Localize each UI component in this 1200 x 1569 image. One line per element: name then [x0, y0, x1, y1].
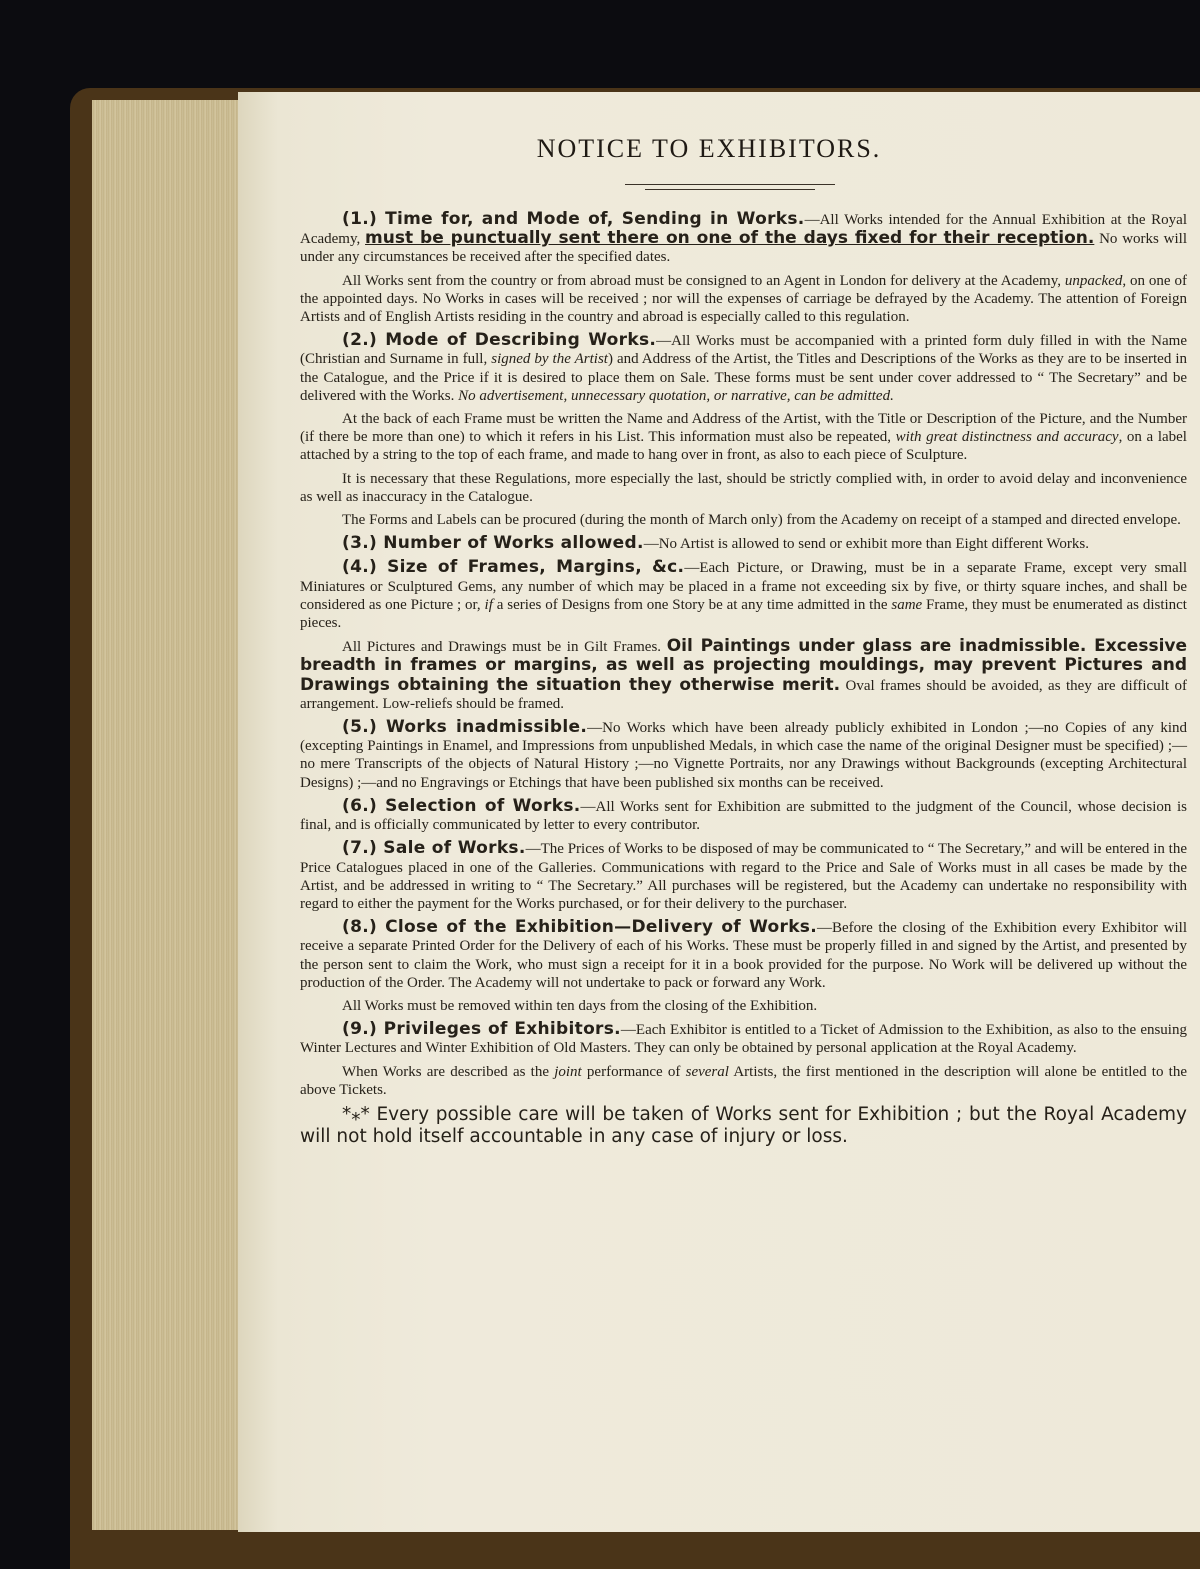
page-title: NOTICE TO EXHIBITORS.	[536, 134, 882, 163]
section-text: —No Artist is allowed to send or exhibit more than Eight different Works.	[643, 536, 1089, 553]
section-text: —Before the closing of the Exhibition every Exhibitor will receive a separate Printed Order for the Delivery of each of his Works. These must be properly filled in and signed by the Artist, and presented by the person sent to claim the Work, who must sign a receipt for it in a book provided for the purpose. No Work will be delivered up without the production of the Order. The Academy will not undertake to pack or forward any Work.	[300, 920, 1187, 991]
paragraph: It is necessary that these Regulations, more especially the last, should be strictly complied with, in order to avoid delay and inconvenience as well as inaccuracy in the Catalogue.	[300, 470, 1187, 505]
section-heading: (6.) Selection of Works.	[342, 795, 581, 816]
title-rule-thin	[645, 189, 815, 190]
section-text: —All Works must be accompanied with a printed form duly filled in with the Name (Christian and Surname in full,	[300, 333, 1187, 368]
title-rule	[625, 184, 835, 185]
section-text: Frame, they must be enumerated as distinct pieces.	[300, 596, 1187, 632]
section-9	[300, 1020, 1187, 1057]
section-text: —Each Picture, or Drawing, must be in a separate Frame, except very small Miniatures or Sculptured Gems, any number of which may be placed in a frame not exceeding six by five, or thirty square inches, and shall be considered as one Picture ; or,	[300, 560, 1187, 613]
paragraph	[300, 272, 1187, 327]
italic-text: No advertisement, unnecessary quotation, or narrative, can be admitted.	[458, 387, 894, 404]
section-heading: (7.) Sale of Works.	[342, 838, 526, 859]
paragraph: The Forms and Labels can be procured (during the month of March only) from the Academy on receipt of a stamped and directed envelope.	[342, 512, 1181, 529]
italic-text: with great distinctness and accuracy	[895, 429, 1119, 446]
section-heading: (4.) Size of Frames, Margins, &c.	[342, 557, 685, 578]
paragraph-text: Artists, the first mentioned in the description will alone be entitled to the above Tickets.	[300, 1063, 1187, 1098]
section-5	[300, 718, 1187, 792]
notice-body	[300, 210, 1187, 1153]
section-1	[300, 210, 1187, 267]
page-edges	[92, 100, 244, 1530]
section-text: —All Works intended for the Annual Exhibition at the Royal Academy,	[300, 212, 1187, 248]
italic-text: signed by the Artist	[491, 351, 608, 368]
paragraph-text: When Works are described as the	[342, 1063, 555, 1080]
section-text: —No Works which have been already publicly exhibited in London ;—no Copies of any kind (excepting Paintings in Enamel, and Impressions from unpublished Medals, in which case the name of the original Designer must be specified) ;—no mere Transcripts of the objects of Natural History ;—no Vignette Portraits, nor any Drawings without Backgrounds (excepting Architectural Designs) ;—and no Engravings or Etchings that have been published six months can be received.	[300, 720, 1187, 791]
paragraph: All Works must be removed within ten days from the closing of the Exhibition.	[342, 997, 818, 1014]
paragraph-text: At the back of each Frame must be written the Name and Address of the Artist, with the Title or Description of the Picture, and the Number (if there be more than one) to which it refers in his List. This information must also be repeated,	[300, 411, 1187, 446]
section-heading: (1.) Time for, and Mode of, Sending in Works.	[342, 209, 805, 229]
section-2	[300, 331, 1187, 405]
section-text: —The Prices of Works to be disposed of may be communicated to “ The Secretary,” and will be entered in the Price Catalogues placed in one of the Galleries. Communications with regard to the Price and Sale of Works must in all cases be made by the Artist, and be addressed in writing to “ The Secretary.” All purchases will be registered, but the Academy can undertake no responsibility with regard to either the payment for the Works purchased, or for their delivery to the purchaser.	[300, 841, 1187, 912]
section-7	[300, 839, 1187, 913]
italic-text: joint	[554, 1063, 582, 1080]
italic-text: unpacked	[1064, 272, 1123, 289]
section-6	[300, 797, 1187, 834]
page	[238, 92, 1200, 1532]
final-notice: *⁎* Every possible care will be taken of Works sent for Exhibition ; but the Royal Academy will not hold itself accountable in any case of injury or loss.	[300, 1103, 1187, 1147]
section-heading: (2.) Mode of Describing Works.	[342, 330, 657, 351]
section-3	[300, 534, 1187, 553]
paragraph-text: , on one of the appointed days. No Works in cases will be received ; nor will the expenses of carriage be defrayed by the Academy. The attention of Foreign Artists and of English Artists residing in the country and abroad is especially called to this regulation.	[300, 272, 1187, 326]
italic-text: if	[484, 596, 493, 613]
section-text: —Each Exhibitor is entitled to a Ticket of Admission to the Exhibition, as also to the ensuing Winter Lectures and Winter Exhibition of Old Masters. They can only be obtained by personal application at the Royal Academy.	[300, 1022, 1187, 1057]
section-heading: (3.) Number of Works allowed.	[342, 533, 644, 554]
section-text: a series of Designs from one Story be at any time admitted in the	[492, 596, 892, 613]
paragraph	[300, 410, 1187, 465]
section-heading: (5.) Works inadmissible.	[342, 717, 588, 738]
section-heading: (8.) Close of the Exhibition—Delivery of Works.	[342, 917, 817, 938]
emphasis: must be punctually sent there on one of the days fixed for their reception.	[365, 228, 1095, 249]
paragraph-text: All Pictures and Drawings must be in Gilt Frames.	[342, 639, 667, 656]
paragraph	[300, 1063, 1187, 1099]
section-text: ) and Address of the Artist, the Titles and Descriptions of the Works as they are to be inserted in the Catalogue, and the Price if it is desired to place them on Sale. These forms must be sent under cover addressed to “ The Secretary” and be delivered with the Works.	[300, 351, 1188, 404]
paragraph-text: Oval frames should be avoided, as they are difficult of arrangement. Low-reliefs should be framed.	[300, 677, 1187, 712]
section-text: No works will under any circumstances be received after the specified dates.	[300, 231, 1187, 266]
section-text: —All Works sent for Exhibition are submitted to the judgment of the Council, whose decision is final, and is officially communicated by letter to every contributor.	[300, 798, 1188, 834]
section-heading: (9.) Privileges of Exhibitors.	[342, 1019, 621, 1040]
emphasis: Oil Paintings under glass are inadmissible. Excessive breadth in frames or margins, as well as projecting mouldings, may prevent Pictures and Drawings obtaining the situation they otherwise merit.	[300, 636, 1188, 695]
italic-text: several	[685, 1063, 729, 1080]
paragraph-text: performance of	[581, 1063, 686, 1080]
paragraph	[300, 637, 1187, 713]
italic-text: same	[891, 596, 923, 613]
section-4	[300, 558, 1187, 632]
section-8	[300, 918, 1187, 992]
paragraph-text: All Works sent from the country or from abroad must be consigned to an Agent in London for delivery at the Academy,	[342, 272, 1065, 289]
paragraph-text: , on a label attached by a string to the top of each frame, and made to hang over in front, as also to each piece of Sculpture.	[300, 429, 1187, 464]
